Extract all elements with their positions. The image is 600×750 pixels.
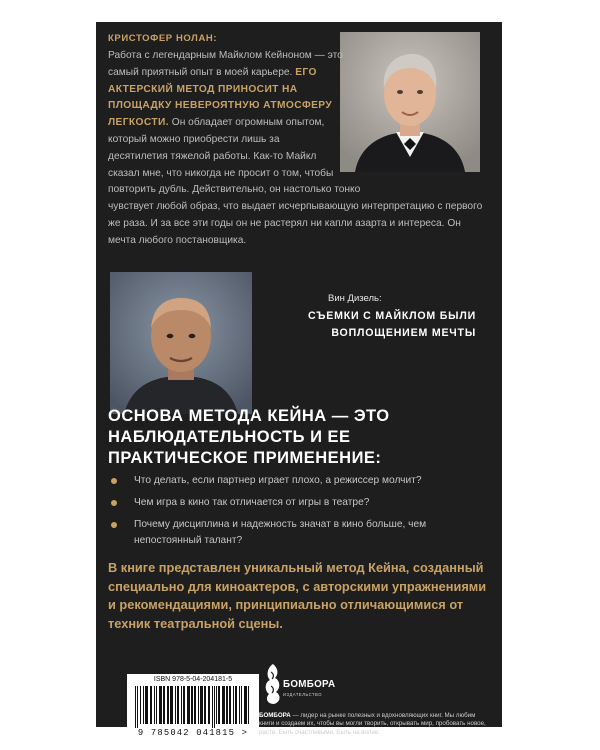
- list-item: [108, 495, 488, 511]
- gold-dot-icon: [111, 522, 117, 528]
- publisher-logo: [259, 662, 336, 712]
- quote-nolan-highlight: ЕГО АКТЕРСКИЙ МЕТОД ПРИНОСИТ НА ПЛОЩАДКУ НЕВЕРОЯТНУЮ АТМОСФЕРУ ЛЕГКОСТИ.: [108, 66, 333, 129]
- publisher-description: [259, 712, 492, 737]
- method-headline: ОСНОВА МЕТОДА КЕЙНА — ЭТО НАБЛЮДАТЕЛЬНОСТЬ И ЕЕ ПРАКТИЧЕСКОЕ ПРИМЕНЕНИЕ:: [108, 407, 390, 467]
- question-text: Что делать, если партнер играет плохо, а режиссер молчит?: [134, 475, 422, 486]
- book-back-cover: [96, 22, 502, 738]
- list-item: [108, 473, 488, 489]
- barcode-bars: [133, 686, 253, 728]
- quote-diesel-text: СЪЕМКИ С МАЙКЛОМ БЫЛИ ВОПЛОЩЕНИЕМ МЕЧТЫ: [307, 310, 476, 339]
- barcode-number: 9 785042 041815 >: [137, 728, 249, 738]
- quote-author-diesel: Вин Дизель:: [328, 293, 382, 304]
- question-text: Чем игра в кино так отличается от игры в театре?: [134, 497, 370, 508]
- publisher-logo-name: БОМБОРА: [283, 679, 336, 690]
- quote-nolan-end: Он обладает огромным опытом, который можно приобрести лишь за десятилетия тяжелой работы. Как-то Майкл сказал мне, что никогда не просит о том, чтобы повторить дубль. Действительно, он настолько тонко чувствует любой образ, что выдает исчерпывающую интерпретацию с первого же раза. И за все эти годы он не растерял ни капли азарта и интереса. Он мечта любого постановщика.: [108, 117, 483, 246]
- bombora-wave-logo-icon: [263, 662, 283, 706]
- question-text: Почему дисциплина и надежность значат в кино больше, чем непостоянный талант?: [134, 519, 427, 546]
- vin-diesel-photo: [110, 272, 252, 414]
- list-item: [108, 517, 488, 549]
- gold-dot-icon: [111, 478, 117, 484]
- isbn-label: ISBN 978-5-04-204181-5: [153, 676, 233, 683]
- quote-nolan-text: [108, 48, 484, 250]
- quote-nolan-start: Работа с легендарным Майклом Кейноном — это самый приятный опыт в моей карьере.: [108, 50, 343, 78]
- publisher-logo-sub: ИЗДАТЕЛЬСТВО: [283, 692, 322, 697]
- publisher-tagline: — лидер на рынке полезных и вдохновляющих книг. Мы любим книги и создаем их, чтобы вы могли творить, открывать мир, пробовать новое, расти. Быть счастливыми. Быть на волне.: [259, 712, 486, 736]
- questions-list: [108, 473, 488, 555]
- book-summary: В книге представлен уникальный метод Кейна, созданный специально для киноактеров, с авторскими упражнениями и рекомендациями, принципиально отличающимися от техник театральной сцены.: [108, 560, 487, 631]
- photo-wrap-spacer: [332, 48, 484, 188]
- quote-author-nolan: КРИСТОФЕР НОЛАН:: [108, 33, 218, 44]
- isbn-barcode: [127, 674, 259, 740]
- gold-dot-icon: [111, 500, 117, 506]
- publisher-name: БОМБОРА: [259, 712, 291, 719]
